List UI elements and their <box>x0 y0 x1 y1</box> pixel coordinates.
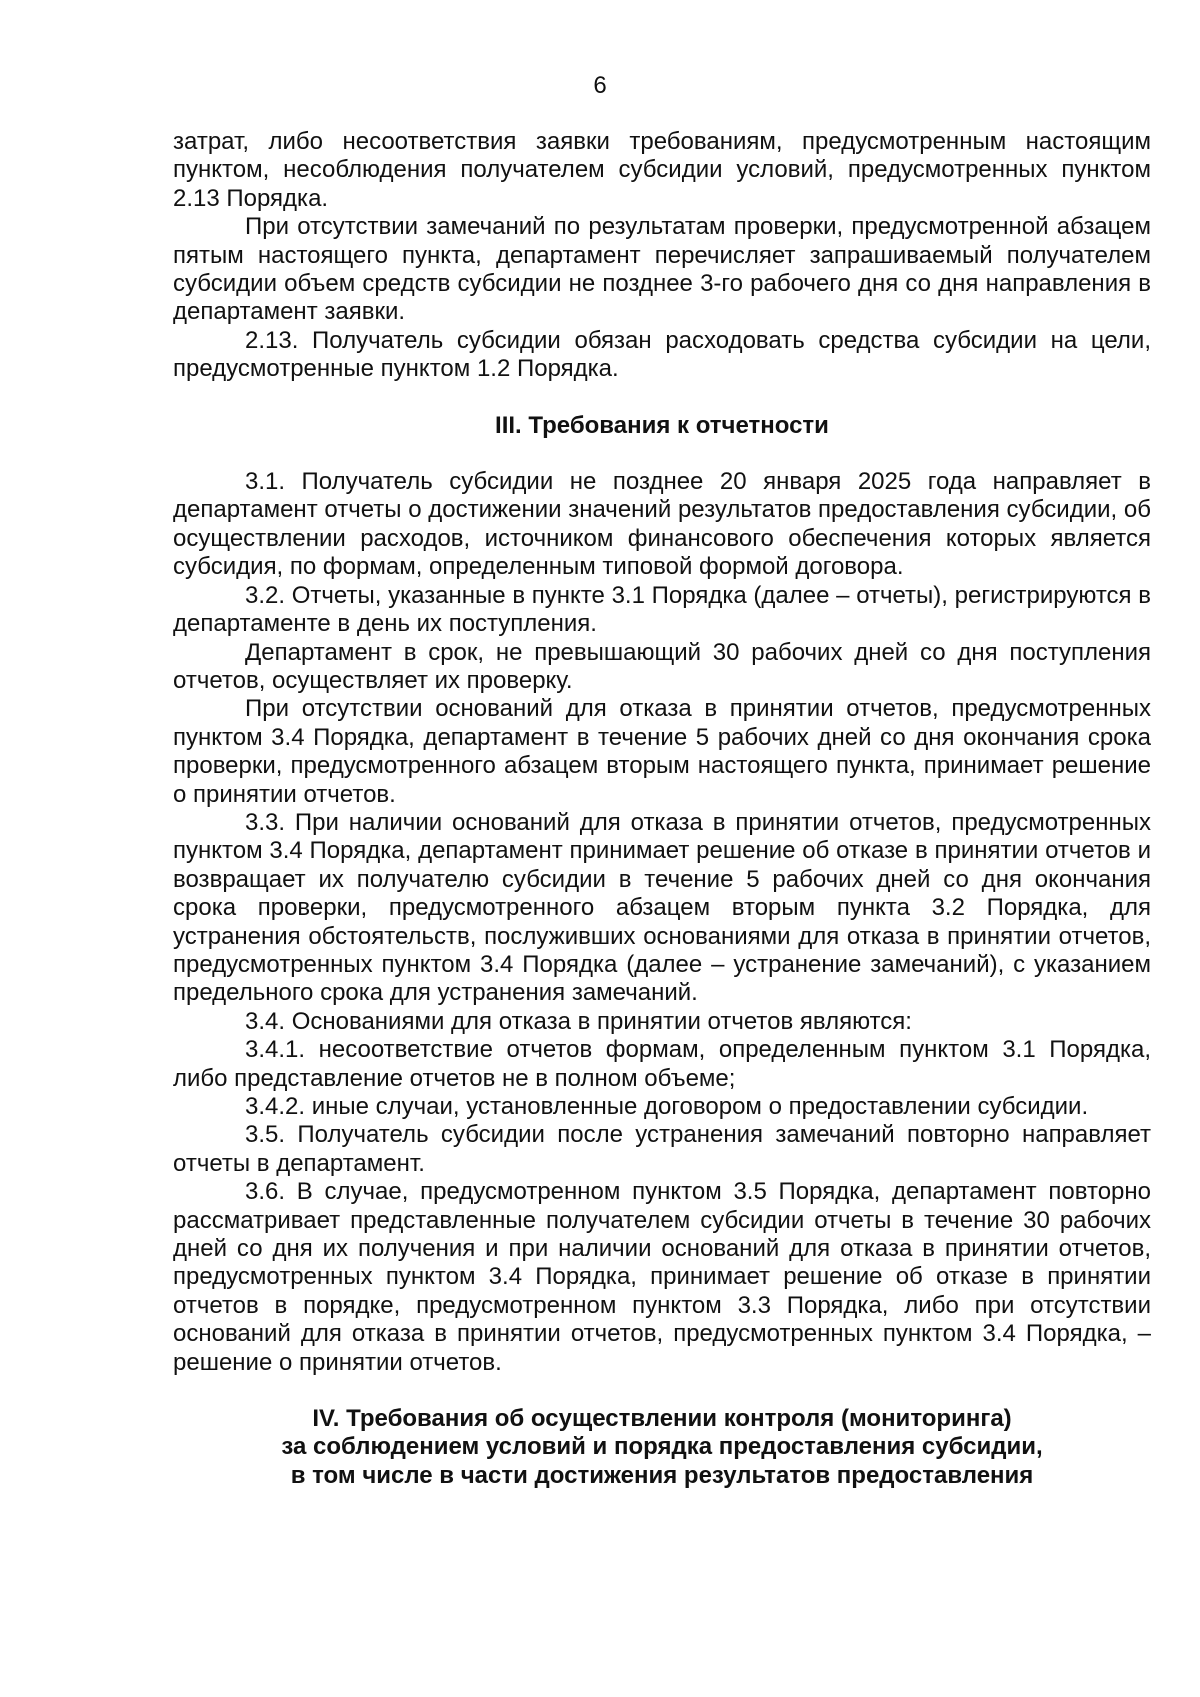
document-body <box>173 128 1151 1490</box>
paragraph-3-6: 3.6. В случае, предусмотренном пунктом 3.5 Порядка, департамент повторно рассматривает представленные получателем субсидии отчеты в течение 30 рабочих дней со дня их получения и при наличии оснований для отказа в принятии отчетов, предусмотренных пунктом 3.4 Порядка, принимает решение об отказе в принятии отчетов в порядке, предусмотренном пунктом 3.3 Порядка, либо при отсутствии оснований для отказа в принятии отчетов, предусмотренных пунктом 3.4 Порядка, – решение о принятии отчетов. <box>173 1178 1151 1376</box>
paragraph-3-4: 3.4. Основаниями для отказа в принятии отчетов являются: <box>245 1007 912 1035</box>
paragraph-2-13: 2.13. Получатель субсидии обязан расходовать средства субсидии на цели, предусмотренные пунктом 1.2 Порядка. <box>173 326 1151 383</box>
section-3-heading: III. Требования к отчетности <box>495 411 829 439</box>
paragraph-3-5: 3.5. Получатель субсидии после устранения замечаний повторно направляет отчеты в департамент. <box>173 1121 1151 1177</box>
paragraph-3-1: 3.1. Получатель субсидии не позднее 20 января 2025 года направляет в департамент отчеты о достижении значений результатов предоставления субсидии, об осуществлении расходов, источником финансового обеспечения которых является субсидия, по формам, определенным типовой формой договора. <box>173 468 1151 581</box>
paragraph-3-4-1: 3.4.1. несоответствие отчетов формам, определенным пунктом 3.1 Порядка, либо представление отчетов не в полном объеме; <box>173 1036 1151 1092</box>
paragraph-3-2-check: Департамент в срок, не превышающий 30 рабочих дней со дня поступления отчетов, осуществляет их проверку. <box>173 638 1151 694</box>
page-number: 6 <box>593 72 607 99</box>
paragraph-no-remarks: При отсутствии замечаний по результатам проверки, предусмотренной абзацем пятым настоящего пункта, департамент перечисляет запрашиваемый получателем субсидии объем средств субсидии не позднее 3-го рабочего дня со дня направления в департамент заявки. <box>173 213 1151 326</box>
paragraph-3-2-accept: При отсутствии оснований для отказа в принятии отчетов, предусмотренных пунктом 3.4 Порядка, департамент в течение 5 рабочих дней со дня окончания срока проверки, предусмотренного абзацем вторым настоящего пункта, принимает решение о принятии отчетов. <box>173 695 1151 808</box>
paragraph-3-3: 3.3. При наличии оснований для отказа в принятии отчетов, предусмотренных пунктом 3.4 Порядка, департамент принимает решение об отказе в принятии отчетов и возвращает их получателю субсидии в течение 5 рабочих дней со дня окончания срока проверки, предусмотренного абзацем вторым пункта 3.2 Порядка, для устранения обстоятельств, послуживших основаниями для отказа в принятии отчетов, предусмотренных пунктом 3.4 Порядка (далее – устранение замечаний), с указанием предельного срока для устранения замечаний. <box>173 808 1151 1007</box>
paragraph-3-4-2: 3.4.2. иные случаи, установленные договором о предоставлении субсидии. <box>245 1093 1089 1120</box>
section-4-heading-line-3: в том числе в части достижения результатов предоставления <box>290 1461 1034 1489</box>
section-4-heading-line-1: IV. Требования об осуществлении контроля (мониторинга) <box>312 1405 1012 1433</box>
paragraph-continuation: затрат, либо несоответствия заявки требованиям, предусмотренным настоящим пунктом, несоблюдения получателем субсидии условий, предусмотренных пунктом 2.13 Порядка. <box>173 128 1151 212</box>
paragraph-3-2: 3.2. Отчеты, указанные в пункте 3.1 Порядка (далее – отчеты), регистрируются в департаменте в день их поступления. <box>173 581 1151 638</box>
section-4-heading-line-2: за соблюдением условий и порядка предоставления субсидии, <box>281 1433 1043 1461</box>
section-4-heading <box>173 1405 1151 1490</box>
